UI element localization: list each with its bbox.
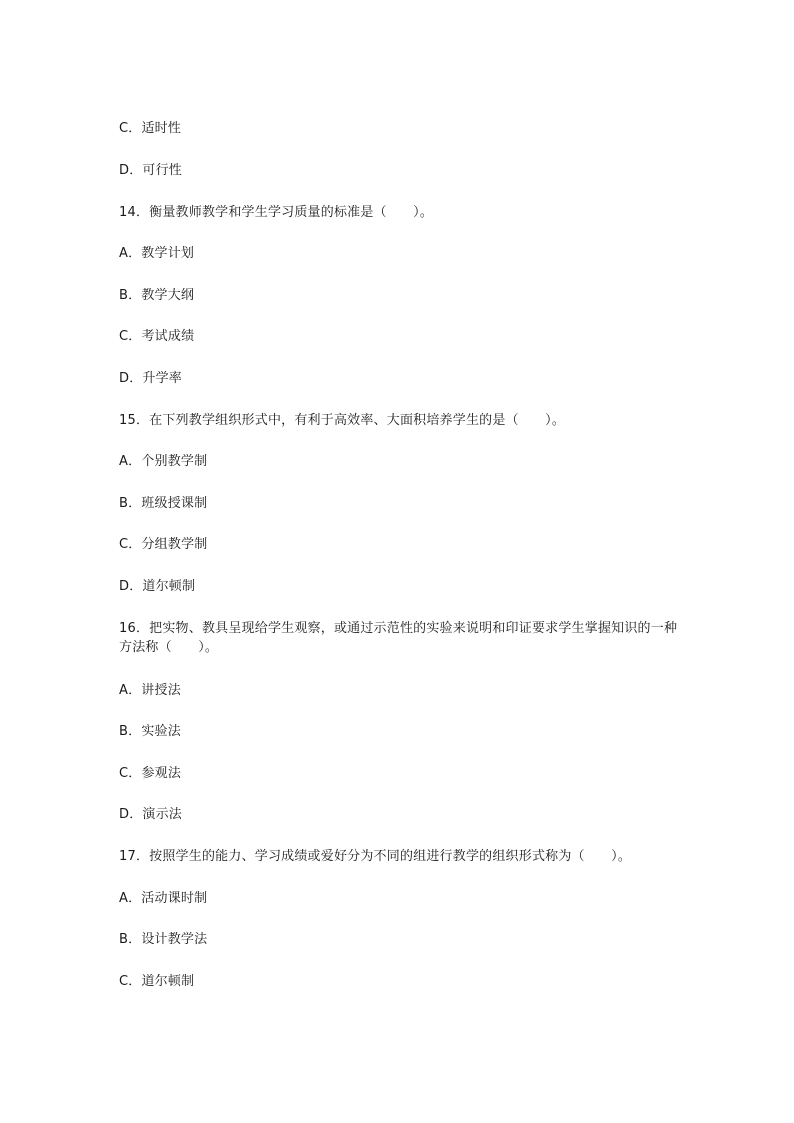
question-15-option-c: C．分组教学制 bbox=[119, 537, 208, 552]
question-16-option-b: B．实验法 bbox=[119, 724, 181, 739]
question-17-option-c: C．道尔顿制 bbox=[119, 974, 195, 989]
question-14-option-c: C．考试成绩 bbox=[119, 329, 195, 344]
question-14-option-a: A．教学计划 bbox=[119, 246, 195, 261]
question-15-option-d: D．道尔顿制 bbox=[119, 579, 196, 594]
question-17-option-a: A．活动课时制 bbox=[119, 891, 208, 906]
question-15-option-a: A．个别教学制 bbox=[119, 454, 208, 469]
question-14: 14．衡量教师教学和学生学习质量的标准是（ ）。 bbox=[119, 205, 434, 220]
question-16: 16．把实物、教具呈现给学生观察，或通过示范性的实验来说明和印证要求学生掌握知识的一种方法称（ ）。 bbox=[119, 621, 678, 655]
question-17: 17．按照学生的能力、学习成绩或爱好分为不同的组进行教学的组织形式称为（ ）。 bbox=[119, 849, 632, 864]
option-c-line: C．适时性 bbox=[119, 121, 182, 136]
question-16-option-a: A．讲授法 bbox=[119, 683, 181, 698]
question-17-option-b: B．设计教学法 bbox=[119, 932, 208, 947]
question-16-option-d: D．演示法 bbox=[119, 807, 183, 822]
question-15-option-b: B．班级授课制 bbox=[119, 496, 208, 511]
question-16-option-c: C．参观法 bbox=[119, 766, 182, 781]
option-d-line: D．可行性 bbox=[119, 163, 183, 178]
question-14-option-b: B．教学大纲 bbox=[119, 288, 195, 303]
question-14-option-d: D．升学率 bbox=[119, 371, 183, 386]
question-15: 15．在下列教学组织形式中，有利于高效率、大面积培养学生的是（ ）。 bbox=[119, 413, 566, 428]
